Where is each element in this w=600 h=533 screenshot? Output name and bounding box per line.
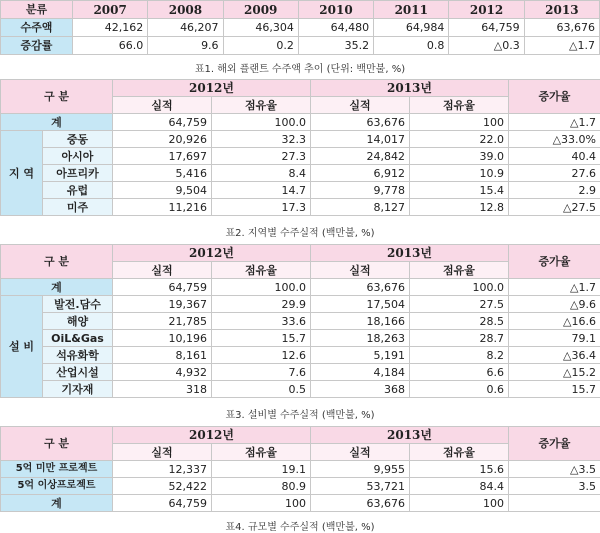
row-label: 중동: [43, 131, 113, 148]
row-label: 수주액: [1, 19, 73, 37]
table-cell: 8.2: [410, 347, 509, 364]
table-cell: 64,984: [374, 19, 449, 37]
table-cell: △1.7: [509, 279, 600, 296]
table-cell: 100: [212, 495, 311, 512]
table-cell: 9,778: [311, 182, 410, 199]
header-2013: 2013년: [311, 80, 509, 97]
table-cell: 63,676: [311, 279, 410, 296]
table-cell: 2.9: [509, 182, 600, 199]
table-cell: 0.6: [410, 381, 509, 398]
table-cell: 8.4: [212, 165, 311, 182]
header-perf: 실적: [113, 262, 212, 279]
row-label: 발전.담수: [43, 296, 113, 313]
table-cell: 19.1: [212, 461, 311, 478]
table-cell: 66.0: [73, 37, 148, 55]
row-label: 해양: [43, 313, 113, 330]
table-row: [1, 296, 600, 313]
table-cell: 27.6: [509, 165, 600, 182]
header-cell: 2013: [524, 1, 599, 19]
table-header-row: [1, 1, 600, 19]
row-label: 계: [1, 114, 113, 131]
table-cell: 6,912: [311, 165, 410, 182]
table-cell: △33.0%: [509, 131, 600, 148]
table-cell: 100.0: [212, 114, 311, 131]
table-cell: 7.6: [212, 364, 311, 381]
table-cell: 0.8: [374, 37, 449, 55]
table-cell: 27.5: [410, 296, 509, 313]
table-cell: 6.6: [410, 364, 509, 381]
table-cell: 24,842: [311, 148, 410, 165]
table-cell: 40.4: [509, 148, 600, 165]
table-row: [1, 199, 600, 216]
row-label: 계: [1, 495, 113, 512]
table-cell: 64,759: [113, 495, 212, 512]
table-row: [1, 131, 600, 148]
table-cell: 10,196: [113, 330, 212, 347]
table-cell: 0.5: [212, 381, 311, 398]
table-cell: 14.7: [212, 182, 311, 199]
table-cell: 14,017: [311, 131, 410, 148]
table-cell: 64,759: [449, 19, 524, 37]
table-cell: 12,337: [113, 461, 212, 478]
group-label: 설 비: [1, 296, 43, 398]
header-change: 증가율: [509, 427, 600, 461]
header-cell: 2011: [374, 1, 449, 19]
row-label: 산업시설: [43, 364, 113, 381]
table-cell: 63,676: [311, 495, 410, 512]
header-gubun: 구 분: [1, 427, 113, 461]
table-total-row: [1, 495, 600, 512]
table-row: [1, 313, 600, 330]
table-cell: △16.6: [509, 313, 600, 330]
header-cell: 2007: [73, 1, 148, 19]
table-row: [1, 478, 600, 495]
table-cell: 64,759: [113, 279, 212, 296]
table-cell: 21,785: [113, 313, 212, 330]
row-label: 아프리카: [43, 165, 113, 182]
table-row: [1, 19, 600, 37]
table-cell: △36.4: [509, 347, 600, 364]
header-share: 점유율: [410, 262, 509, 279]
header-cell: 2010: [298, 1, 373, 19]
table-cell: 33.6: [212, 313, 311, 330]
table-row: [1, 364, 600, 381]
table-cell: △0.3: [449, 37, 524, 55]
header-share: 점유율: [212, 262, 311, 279]
table-cell: 3.5: [509, 478, 600, 495]
header-2012: 2012년: [113, 427, 311, 444]
table-cell: 39.0: [410, 148, 509, 165]
row-label: 유럽: [43, 182, 113, 199]
header-share: 점유율: [410, 444, 509, 461]
table-caption: 표1. 해외 플랜트 수주액 추이 (단위: 백만불, %): [0, 60, 600, 75]
table-row: [1, 148, 600, 165]
table-cell: 79.1: [509, 330, 600, 347]
table-cell: 368: [311, 381, 410, 398]
table-cell: 15.6: [410, 461, 509, 478]
plant-orders-trend-table: [0, 0, 600, 55]
header-gubun: 구 분: [1, 245, 113, 279]
header-2013: 2013년: [311, 427, 509, 444]
row-label: 증감률: [1, 37, 73, 55]
header-cell: 분류: [1, 1, 73, 19]
table-cell: 63,676: [311, 114, 410, 131]
table-row: [1, 165, 600, 182]
table-cell: 100.0: [410, 279, 509, 296]
table-cell: 15.7: [509, 381, 600, 398]
table-cell: 15.7: [212, 330, 311, 347]
header-change: 증가율: [509, 245, 600, 279]
table-cell: 11,216: [113, 199, 212, 216]
table-cell: △1.7: [524, 37, 599, 55]
table-cell: 9,955: [311, 461, 410, 478]
table-row: [1, 182, 600, 199]
table-cell: 29.9: [212, 296, 311, 313]
table-cell: 9.6: [148, 37, 223, 55]
table-header-row: [1, 427, 600, 444]
table-cell: 4,184: [311, 364, 410, 381]
table-total-row: [1, 114, 600, 131]
table-caption: 표4. 규모별 수주실적 (백만불, %): [0, 518, 600, 533]
row-label: 석유화학: [43, 347, 113, 364]
table-cell: 5,416: [113, 165, 212, 182]
header-2013: 2013년: [311, 245, 509, 262]
row-label: OiL&Gas: [43, 330, 113, 347]
table-header-row: [1, 245, 600, 262]
table-cell: 28.7: [410, 330, 509, 347]
table-cell: 18,263: [311, 330, 410, 347]
table-row: [1, 461, 600, 478]
row-label: 계: [1, 279, 113, 296]
table-cell: 18,166: [311, 313, 410, 330]
table-row: [1, 347, 600, 364]
header-perf: 실적: [311, 444, 410, 461]
table-cell: 318: [113, 381, 212, 398]
table-cell: 42,162: [73, 19, 148, 37]
table-cell: 5,191: [311, 347, 410, 364]
table-cell: 19,367: [113, 296, 212, 313]
table-cell: 12.8: [410, 199, 509, 216]
table-cell: 100: [410, 114, 509, 131]
table-row: [1, 37, 600, 55]
table-caption: 표2. 지역별 수주실적 (백만불, %): [0, 224, 600, 239]
table-cell: 46,304: [223, 19, 298, 37]
facility-orders-table: [0, 244, 600, 398]
group-label: 지 역: [1, 131, 43, 216]
header-cell: 2009: [223, 1, 298, 19]
table-caption: 표3. 설비별 수주실적 (백만불, %): [0, 406, 600, 421]
table-cell: 53,721: [311, 478, 410, 495]
header-change: 증가율: [509, 80, 600, 114]
header-2012: 2012년: [113, 80, 311, 97]
table-cell: 20,926: [113, 131, 212, 148]
table-cell: 63,676: [524, 19, 599, 37]
table-cell: 4,932: [113, 364, 212, 381]
table-cell: 10.9: [410, 165, 509, 182]
header-2012: 2012년: [113, 245, 311, 262]
table-cell: △27.5: [509, 199, 600, 216]
table-cell: [509, 495, 600, 512]
table-cell: △1.7: [509, 114, 600, 131]
table-cell: △9.6: [509, 296, 600, 313]
header-share: 점유율: [410, 97, 509, 114]
project-size-orders-table: [0, 426, 600, 512]
row-label: 아시아: [43, 148, 113, 165]
table-row: [1, 330, 600, 347]
table-cell: 32.3: [212, 131, 311, 148]
header-share: 점유율: [212, 97, 311, 114]
table-cell: 8,127: [311, 199, 410, 216]
table-cell: 15.4: [410, 182, 509, 199]
table-cell: 8,161: [113, 347, 212, 364]
row-label: 5억 이상프로젝트: [1, 478, 113, 495]
table-cell: 46,207: [148, 19, 223, 37]
row-label: 5억 미만 프로젝트: [1, 461, 113, 478]
table-cell: 27.3: [212, 148, 311, 165]
table-cell: 52,422: [113, 478, 212, 495]
table-cell: 9,504: [113, 182, 212, 199]
table-cell: 35.2: [298, 37, 373, 55]
table-cell: △3.5: [509, 461, 600, 478]
header-perf: 실적: [113, 444, 212, 461]
table-cell: △15.2: [509, 364, 600, 381]
table-header-row: [1, 80, 600, 97]
table-cell: 0.2: [223, 37, 298, 55]
table-cell: 17.3: [212, 199, 311, 216]
table-cell: 80.9: [212, 478, 311, 495]
header-cell: 2012: [449, 1, 524, 19]
table-cell: 64,480: [298, 19, 373, 37]
row-label: 미주: [43, 199, 113, 216]
table-cell: 100: [410, 495, 509, 512]
header-perf: 실적: [311, 97, 410, 114]
header-share: 점유율: [212, 444, 311, 461]
header-perf: 실적: [311, 262, 410, 279]
table-cell: 64,759: [113, 114, 212, 131]
row-label: 기자재: [43, 381, 113, 398]
table-cell: 12.6: [212, 347, 311, 364]
table-cell: 17,504: [311, 296, 410, 313]
table-cell: 84.4: [410, 478, 509, 495]
table-cell: 22.0: [410, 131, 509, 148]
table-cell: 28.5: [410, 313, 509, 330]
header-perf: 실적: [113, 97, 212, 114]
table-row: [1, 381, 600, 398]
header-cell: 2008: [148, 1, 223, 19]
table-cell: 17,697: [113, 148, 212, 165]
table-cell: 100.0: [212, 279, 311, 296]
header-gubun: 구 분: [1, 80, 113, 114]
regional-orders-table: [0, 79, 600, 216]
table-total-row: [1, 279, 600, 296]
